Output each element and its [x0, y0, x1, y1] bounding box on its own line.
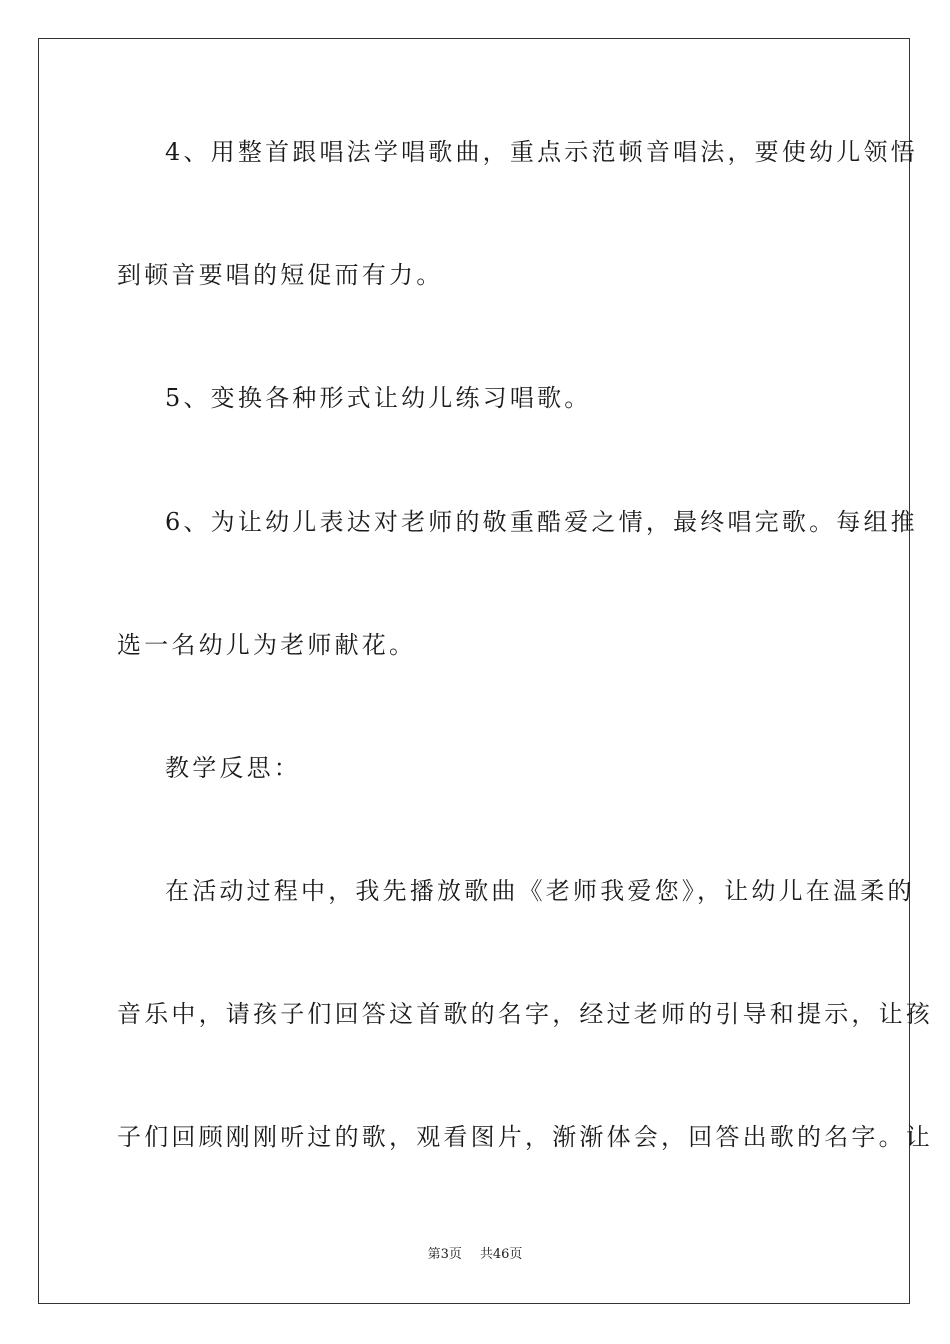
- paragraph-line: 子们回顾刚刚听过的歌，观看图片，渐渐体会，回答出歌的名字。让: [117, 1123, 933, 1151]
- paragraph-line: 音乐中，请孩子们回答这首歌的名字，经过老师的引导和提示，让孩: [117, 1000, 933, 1028]
- page-total: 共46页: [479, 1247, 523, 1262]
- paragraph-line: 在活动过程中，我先播放歌曲《老师我爱您》，让幼儿在温柔的: [165, 877, 915, 905]
- page-number: 第3页: [427, 1247, 462, 1262]
- paragraph-line: 到顿音要唱的短促而有力。: [117, 261, 444, 289]
- paragraph-line: 选一名幼儿为老师献花。: [117, 631, 417, 659]
- paragraph-line: 6、为让幼儿表达对老师的敬重酷爱之情，最终唱完歌。每组推: [165, 508, 918, 536]
- paragraph-line: 5、变换各种形式让幼儿练习唱歌。: [165, 384, 592, 412]
- page-border: [38, 38, 933, 1304]
- page-footer: [0, 1246, 950, 1264]
- section-heading: 教学反思：: [165, 754, 301, 782]
- paragraph-line: 4、用整首跟唱法学唱歌曲，重点示范顿音唱法，要使幼儿领悟: [165, 138, 918, 166]
